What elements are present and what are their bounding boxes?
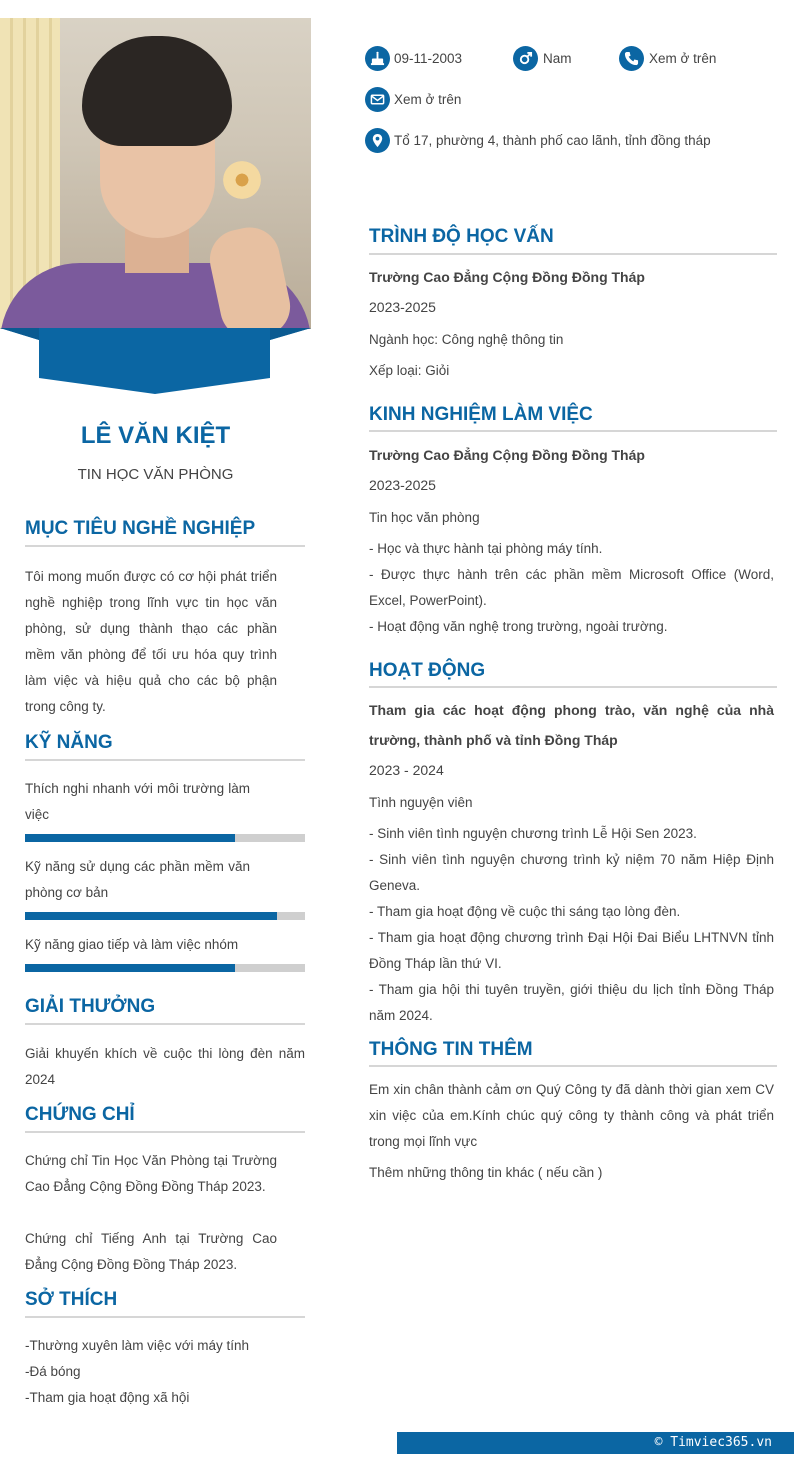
activity-detail: - Tham gia hoạt động chương trình Đại Hội Đai Biểu LHTNVN tỉnh Đồng Tháp lần thứ VI.	[369, 930, 774, 971]
certificate-item: Chứng chỉ Tin Học Văn Phòng tại Trường Cao Đẳng Cộng Đồng Đồng Tháp 2023.	[25, 1153, 277, 1194]
education-divider	[369, 253, 777, 255]
skill-bar-fill	[25, 912, 277, 920]
skill-bar	[25, 912, 305, 920]
education-title: TRÌNH ĐỘ HỌC VẤN	[369, 226, 554, 247]
email-value: Xem ở trên	[394, 92, 462, 107]
candidate-name: LÊ VĂN KIỆT	[80, 422, 231, 449]
experience-detail: - Hoạt động văn nghệ trong trường, ngoài trường.	[369, 619, 668, 634]
phone-icon	[619, 46, 644, 71]
activity-detail: - Sinh viên tình nguyện chương trình kỷ niệm 70 năm Hiệp Định Geneva.	[369, 852, 774, 893]
awards-text: Giải khuyến khích về cuộc thi lòng đèn năm 2024	[25, 1046, 305, 1087]
birthday-cake-icon	[365, 46, 390, 71]
skills-divider	[25, 759, 305, 761]
certificate-item: Chứng chỉ Tiếng Anh tại Trường Cao Đẳng Cộng Đồng Đồng Tháp 2023.	[25, 1231, 277, 1272]
birthday-value: 09-11-2003	[394, 51, 463, 66]
experience-detail: - Học và thực hành tại phòng máy tính.	[369, 541, 603, 556]
gender-value: Nam	[543, 51, 572, 66]
skill-label: Kỹ năng giao tiếp và làm việc nhóm	[25, 937, 239, 952]
hobbies-title: SỞ THÍCH	[25, 1289, 118, 1310]
activities-title: HOẠT ĐỘNG	[369, 660, 486, 681]
experience-divider	[369, 430, 777, 432]
hobby-item: -Tham gia hoạt động xã hội	[25, 1390, 190, 1405]
skill-label: Kỹ năng sử dụng các phần mềm văn phòng cơ bản	[25, 859, 250, 900]
phone-value: Xem ở trên	[649, 51, 717, 66]
skills-title: KỸ NĂNG	[25, 732, 113, 753]
footer-watermark: © Timviec365.vn	[397, 1432, 794, 1454]
education-school: Trường Cao Đẳng Cộng Đồng Đồng Tháp	[369, 269, 645, 285]
experience-detail: - Được thực hành trên các phần mềm Microsoft Office (Word, Excel, PowerPoint).	[369, 567, 774, 608]
objective-divider	[25, 545, 305, 547]
certificates-divider	[25, 1131, 305, 1133]
objective-text: Tôi mong muốn được có cơ hội phát triển nghề nghiệp trong lĩnh vực tin học văn phòng, sử dụng thành thạo các phần mềm văn phòng để tối ưu hóa quy trình làm việc và hiệu quả cho các bộ phận trong công ty.	[25, 569, 277, 714]
experience-title: KINH NGHIỆM LÀM VIỆC	[369, 404, 593, 425]
additional-divider	[369, 1065, 777, 1067]
skill-label: Thích nghi nhanh với môi trường làm việc	[25, 781, 250, 822]
education-major: Ngành học: Công nghệ thông tin	[369, 332, 564, 347]
activity-detail: - Tham gia hội thi tuyên truyền, giới thiệu du lịch tỉnh Đồng Tháp năm 2024.	[369, 982, 774, 1023]
address-value: Tổ 17, phường 4, thành phố cao lãnh, tỉnh đồng tháp	[394, 133, 711, 148]
hobby-item: -Đá bóng	[25, 1364, 81, 1379]
awards-divider	[25, 1023, 305, 1025]
certificates-title: CHỨNG CHỈ	[25, 1104, 135, 1125]
gender-icon	[513, 46, 538, 71]
profile-photo	[0, 18, 311, 329]
education-rank: Xếp loại: Giỏi	[369, 363, 450, 378]
location-icon	[365, 128, 390, 153]
additional-text: Em xin chân thành cảm ơn Quý Công ty đã dành thời gian xem CV xin việc của em.Kính chúc quý công ty thành công và phát triển trong mọi lĩnh vực	[369, 1082, 774, 1149]
objective-title: MỤC TIÊU NGHỀ NGHIỆP	[25, 518, 256, 539]
skill-bar	[25, 834, 305, 842]
hobby-item: -Thường xuyên làm việc với máy tính	[25, 1338, 250, 1353]
activities-organization: Tham gia các hoạt động phong trào, văn nghệ của nhà trường, thành phố và tỉnh Đồng Tháp	[369, 702, 774, 748]
photo-ribbon	[0, 328, 311, 398]
activity-detail: - Tham gia hoạt động về cuộc thi sáng tạo lòng đèn.	[369, 904, 681, 919]
skill-bar-fill	[25, 834, 235, 842]
experience-period: 2023-2025	[369, 477, 436, 493]
awards-title: GIẢI THƯỞNG	[25, 996, 156, 1017]
activities-role: Tình nguyện viên	[369, 795, 473, 810]
experience-position: Tin học văn phòng	[369, 510, 480, 525]
activity-detail: - Sinh viên tình nguyện chương trình Lễ Hội Sen 2023.	[369, 826, 697, 841]
experience-company: Trường Cao Đẳng Cộng Đồng Đồng Tháp	[369, 447, 645, 463]
additional-title: THÔNG TIN THÊM	[369, 1039, 533, 1060]
email-icon	[365, 87, 390, 112]
skill-bar-fill	[25, 964, 235, 972]
additional-note: Thêm những thông tin khác ( nếu cần )	[369, 1165, 603, 1180]
education-period: 2023-2025	[369, 299, 436, 315]
activities-divider	[369, 686, 777, 688]
skill-bar	[25, 964, 305, 972]
candidate-job-title: TIN HỌC VĂN PHÒNG	[77, 466, 234, 483]
activities-period: 2023 - 2024	[369, 762, 444, 778]
hobbies-divider	[25, 1316, 305, 1318]
